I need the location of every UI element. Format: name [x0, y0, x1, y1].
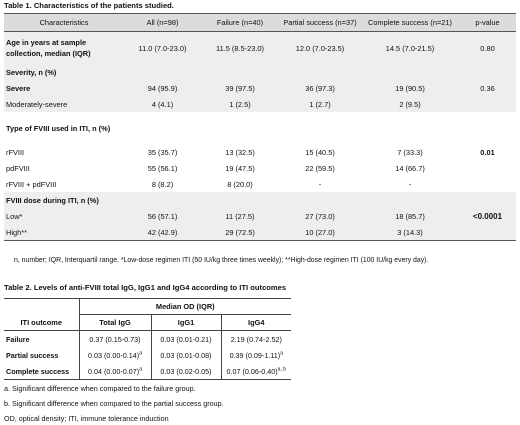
table2-note-a: a. Significant difference when compared to the failure group.	[4, 384, 196, 393]
table-row	[4, 208, 516, 224]
table-cell: 0.37 (0.15-0.73)	[79, 331, 151, 348]
p-value: 0.80	[459, 32, 516, 65]
table-cell: 0.39 $(0.09-1.11)^a$	[229, 350, 283, 360]
table-row	[4, 160, 516, 176]
table-cell: 27 (73.0)	[279, 208, 361, 224]
table-row	[4, 224, 516, 241]
table-cell: 94 (95.9)	[124, 80, 201, 96]
table1-caption: Table 1. Characteristics of the patients studied.	[4, 1, 174, 10]
table2-note-b: b. Significant difference when compared to the partial success group.	[4, 399, 224, 408]
header-complete-success: Complete success (n=21)	[361, 14, 459, 32]
table-row	[4, 96, 516, 112]
table-cell: 1 (2.5)	[201, 96, 279, 112]
table-cell: 1 (2.7)	[279, 96, 361, 112]
table-cell: 8 (8.2)	[151, 179, 174, 189]
table-cell: 29 (72.5)	[201, 224, 279, 241]
header-all: All (n=98)	[124, 14, 201, 32]
table-row	[4, 80, 516, 96]
table-cell: -	[318, 179, 322, 189]
table-row	[4, 363, 291, 380]
table-row	[4, 32, 516, 65]
section-row-dose	[4, 192, 516, 208]
header-igg4: IgG4	[221, 315, 291, 331]
row-label: Complete success	[4, 363, 79, 380]
table-cell: 19 (90.5)	[361, 80, 459, 96]
row-label: Low*	[4, 208, 124, 224]
header-partial-success: Partial success (n=37)	[279, 14, 361, 32]
table-cell: 2 (9.5)	[361, 96, 459, 112]
table-cell: 18 (85.7)	[361, 208, 459, 224]
table-cell: 0.04 $(0.00-0.07)^a$	[79, 363, 151, 380]
table-cell: 12.0 (7.0-23.5)	[279, 32, 361, 65]
table-cell: 0.03 (0.02-0.05)	[151, 363, 221, 380]
table-cell: 13 (32.5)	[225, 147, 255, 157]
table2-group-header-row	[4, 299, 291, 315]
table-cell: 7 (33.3)	[397, 147, 423, 157]
table-cell: 11.5 (8.5-23.0)	[201, 32, 279, 65]
group-header: Median OD (IQR)	[79, 299, 291, 315]
row-label: Moderately-severe	[4, 96, 124, 112]
header-total-igg: Total IgG	[79, 315, 151, 331]
table1-header-row	[4, 14, 516, 32]
table1	[4, 13, 516, 241]
table-cell: 14 (66.7)	[395, 163, 425, 173]
section-label: Severity, n (%)	[4, 64, 459, 80]
table-cell: 0.03 (0.01-0.08)	[151, 347, 221, 363]
row-label: Partial success	[4, 347, 79, 363]
table-cell: 4 (4.1)	[124, 96, 201, 112]
table-row	[4, 347, 291, 363]
table-cell: 14.5 (7.0-21.5)	[361, 32, 459, 65]
table-cell: -	[408, 179, 412, 189]
table-cell: 15 (40.5)	[305, 147, 335, 157]
p-value: 0.36	[459, 64, 516, 112]
table-cell: 11.0 (7.0-23.0)	[124, 32, 201, 65]
table-cell: 8 (20.0)	[227, 179, 253, 189]
table2-caption: Table 2. Levels of anti-FVIII total IgG, IgG1 and IgG4 according to ITI outcomes	[4, 283, 287, 292]
header-failure: Failure (n=40)	[201, 14, 279, 32]
header-igg1: IgG1	[151, 315, 221, 331]
row-label: Severe	[4, 80, 124, 96]
table2-note-abbrev: OD, optical density; ITI, immune tolerance induction	[4, 414, 169, 423]
table-cell: 55 (56.1)	[147, 163, 178, 173]
p-value: 0.01	[480, 147, 495, 157]
row-label: Failure	[4, 331, 79, 348]
table-cell: 36 (97.3)	[279, 80, 361, 96]
table-cell: 19 (47.5)	[225, 163, 255, 173]
age-label: Age in years at sample collection, median (IQR)	[4, 32, 124, 65]
table-row	[4, 176, 516, 192]
row-label: rFVIII	[6, 147, 25, 157]
section-label: Type of FVIII used in ITI, n (%)	[6, 123, 111, 133]
table-cell: 35 (35.7)	[147, 147, 178, 157]
table2-header-row	[4, 315, 291, 331]
row-label: pdFVIII	[6, 163, 30, 173]
header-iti-outcome: ITI outcome	[4, 315, 79, 331]
table-row	[4, 331, 291, 348]
table-cell: 0.03 (0.01-0.21)	[151, 331, 221, 348]
row-label: High**	[4, 224, 124, 241]
table-cell: 2.19 (0.74-2.52)	[230, 334, 282, 344]
table-row	[4, 144, 516, 160]
table-cell: 11 (27.5)	[201, 208, 279, 224]
table-cell: 42 (42.9)	[124, 224, 201, 241]
table-cell: 39 (97.5)	[201, 80, 279, 96]
row-label: rFVIII + pdFVIII	[6, 179, 57, 189]
section-label: FVIII dose during ITI, n (%)	[4, 192, 459, 208]
table-cell: 10 (27.0)	[279, 224, 361, 241]
table-cell: 3 (14.3)	[361, 224, 459, 241]
table-cell: 56 (57.1)	[124, 208, 201, 224]
p-value: <0.0001	[459, 192, 516, 241]
table1-footnote: n, number; IQR, Interquartil range. *Low-dose regimen ITI (50 IU/kg three times weekly); **High-dose regimen ITI (100 IU/kg every day).	[14, 257, 429, 264]
table-cell: 0.07 $(0.06-0.40)^{a, b}$	[221, 363, 291, 380]
header-characteristics: Characteristics	[4, 14, 124, 32]
header-p-value: p-value	[459, 14, 516, 32]
table-cell: 22 (59.5)	[305, 163, 335, 173]
section-row-fviii-type	[4, 112, 516, 144]
table-cell: 0.03 $(0.00-0.14)^a$	[79, 347, 151, 363]
table2	[4, 298, 291, 380]
section-row-severity	[4, 64, 516, 80]
